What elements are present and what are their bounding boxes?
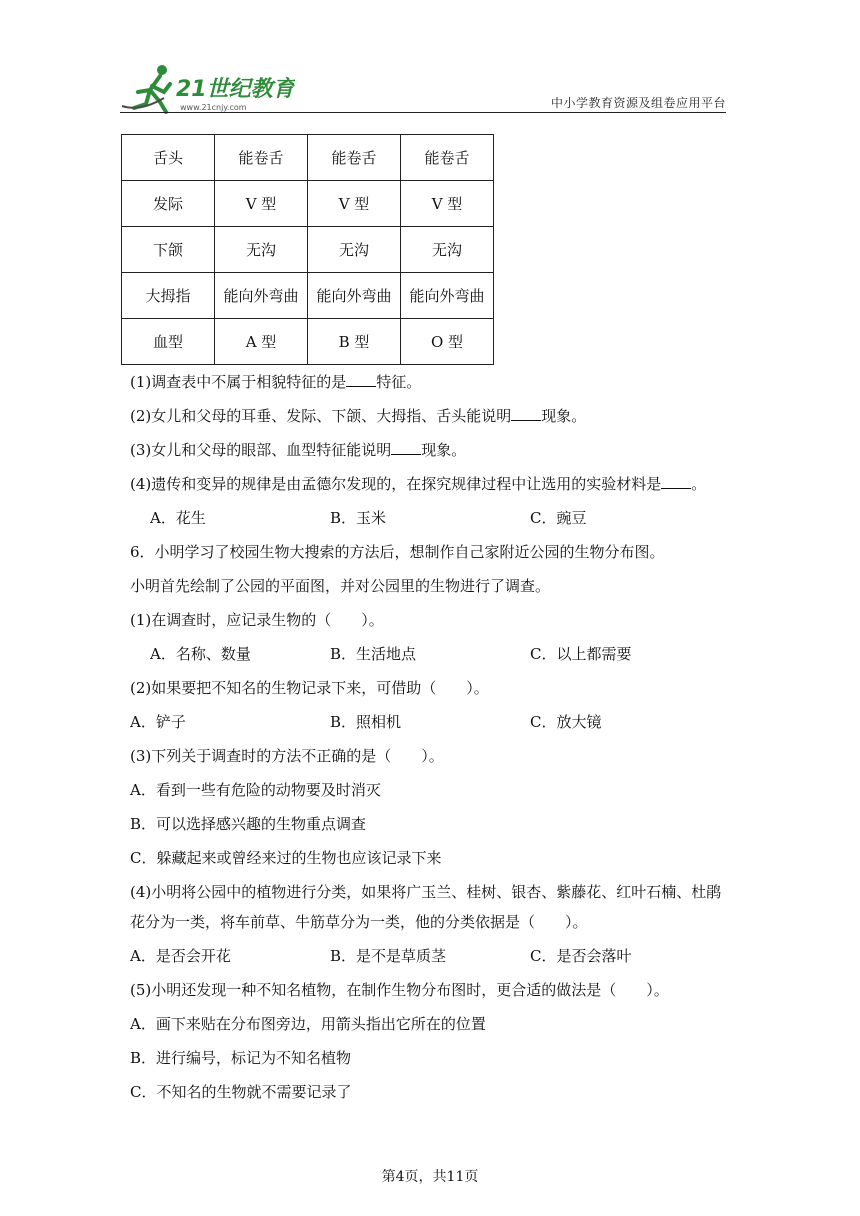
q6-sub4-option-b[interactable]: B．是不是草质茎	[330, 947, 447, 965]
table-cell: 能向外弯曲	[215, 273, 308, 319]
answer-blank[interactable]	[391, 440, 421, 455]
q5-sub4	[130, 474, 706, 494]
q6-sub5-option-c[interactable]: C．不知名的生物就不需要记录了	[130, 1083, 352, 1101]
q6-sub4-option-a[interactable]: A．是否会开花	[130, 947, 231, 965]
q5-sub1-text: (1)调查表中不属于相貌特征的是	[130, 373, 347, 391]
table-cell: 发际	[122, 181, 215, 227]
table-cell: O 型	[401, 319, 494, 365]
q6-sub5-option-a[interactable]: A．画下来贴在分布图旁边，用箭头指出它所在的位置	[130, 1015, 486, 1033]
table-row	[122, 135, 494, 181]
q6-stem-line2: 小明首先绘制了公园的平面图，并对公园里的生物进行了调查。	[130, 577, 551, 595]
table-row	[122, 181, 494, 227]
logo-url: www.21cnjy.com	[180, 103, 247, 112]
table-cell: 能向外弯曲	[401, 273, 494, 319]
q6-sub1: (1)在调查时，应记录生物的（ ）。	[130, 611, 384, 629]
table-cell: 能卷舌	[308, 135, 401, 181]
table-cell: B 型	[308, 319, 401, 365]
table-cell: V 型	[401, 181, 494, 227]
answer-blank[interactable]	[661, 474, 691, 489]
answer-blank[interactable]	[346, 372, 376, 387]
q6-sub5-option-b[interactable]: B．进行编号，标记为不知名植物	[130, 1049, 352, 1067]
q5-sub4-text: (4)遗传和变异的规律是由孟德尔发现的，在探究规律过程中让选用的实验材料是	[130, 475, 662, 493]
logo-21cnjy	[120, 62, 295, 114]
q5-sub4-option-a[interactable]: A．花生	[150, 509, 206, 527]
logo-text: 21世纪教育	[176, 77, 295, 102]
q5-sub3	[130, 440, 466, 460]
table-row	[122, 273, 494, 319]
q6-sub4-line2: 花分为一类，将车前草、牛筋草分为一类，他的分类依据是（ ）。	[130, 913, 588, 931]
answer-blank[interactable]	[511, 406, 541, 421]
table-cell: V 型	[215, 181, 308, 227]
q6-sub3-option-b[interactable]: B．可以选择感兴趣的生物重点调查	[130, 815, 367, 833]
q6-sub5: (5)小明还发现一种不知名植物，在制作生物分布图时，更合适的做法是（ ）。	[130, 981, 669, 999]
q6-sub2-option-b[interactable]: B．照相机	[330, 713, 402, 731]
q6-sub2: (2)如果要把不知名的生物记录下来，可借助（ ）。	[130, 679, 489, 697]
q5-sub4-option-c[interactable]: C．豌豆	[530, 509, 587, 527]
q6-sub2-option-c[interactable]: C．放大镜	[530, 713, 602, 731]
q5-sub1-tail: 特征。	[376, 373, 422, 391]
q6-sub1-option-b[interactable]: B．生活地点	[330, 645, 417, 663]
table-cell: A 型	[215, 319, 308, 365]
q5-sub4-option-b[interactable]: B．玉米	[330, 509, 387, 527]
table-cell: 下颌	[122, 227, 215, 273]
table-cell: 无沟	[308, 227, 401, 273]
table-cell: 大拇指	[122, 273, 215, 319]
q6-sub1-option-a[interactable]: A．名称、数量	[150, 645, 251, 663]
table-cell: 能卷舌	[215, 135, 308, 181]
q5-sub1	[130, 372, 421, 392]
table-cell: V 型	[308, 181, 401, 227]
q6-sub1-option-c[interactable]: C．以上都需要	[530, 645, 632, 663]
table-cell: 能卷舌	[401, 135, 494, 181]
q5-sub2-text: (2)女儿和父母的耳垂、发际、下颌、大拇指、舌头能说明	[130, 407, 512, 425]
q6-sub2-option-a[interactable]: A．铲子	[130, 713, 186, 731]
q6-sub3-option-a[interactable]: A．看到一些有危险的动物要及时消灭	[130, 781, 381, 799]
q6-sub3: (3)下列关于调查时的方法不正确的是（ ）。	[130, 747, 444, 765]
header-divider	[120, 112, 726, 113]
q6-sub4-option-c[interactable]: C．是否会落叶	[530, 947, 632, 965]
platform-label: 中小学教育资源及组卷应用平台	[550, 96, 726, 110]
q5-sub2	[130, 406, 586, 426]
traits-table	[121, 134, 494, 365]
page-header	[120, 62, 726, 114]
q6-stem-line1: 6．小明学习了校园生物大搜索的方法后，想制作自己家附近公园的生物分布图。	[130, 543, 665, 561]
table-row	[122, 227, 494, 273]
table-cell: 舌头	[122, 135, 215, 181]
table-row	[122, 319, 494, 365]
table-cell: 能向外弯曲	[308, 273, 401, 319]
table-cell: 无沟	[215, 227, 308, 273]
table-cell: 血型	[122, 319, 215, 365]
page-number: 第4页，共11页	[381, 1169, 479, 1185]
q6-sub4-line1: (4)小明将公园中的植物进行分类，如果将广玉兰、桂树、银杏、紫藤花、红叶石楠、杜鹃	[130, 883, 722, 901]
q5-sub3-text: (3)女儿和父母的眼部、血型特征能说明	[130, 441, 392, 459]
q5-sub3-tail: 现象。	[421, 441, 467, 459]
table-cell: 无沟	[401, 227, 494, 273]
q5-sub4-tail: 。	[691, 475, 707, 493]
q5-sub2-tail: 现象。	[541, 407, 587, 425]
q6-sub3-option-c[interactable]: C．躲藏起来或曾经来过的生物也应该记录下来	[130, 849, 442, 867]
